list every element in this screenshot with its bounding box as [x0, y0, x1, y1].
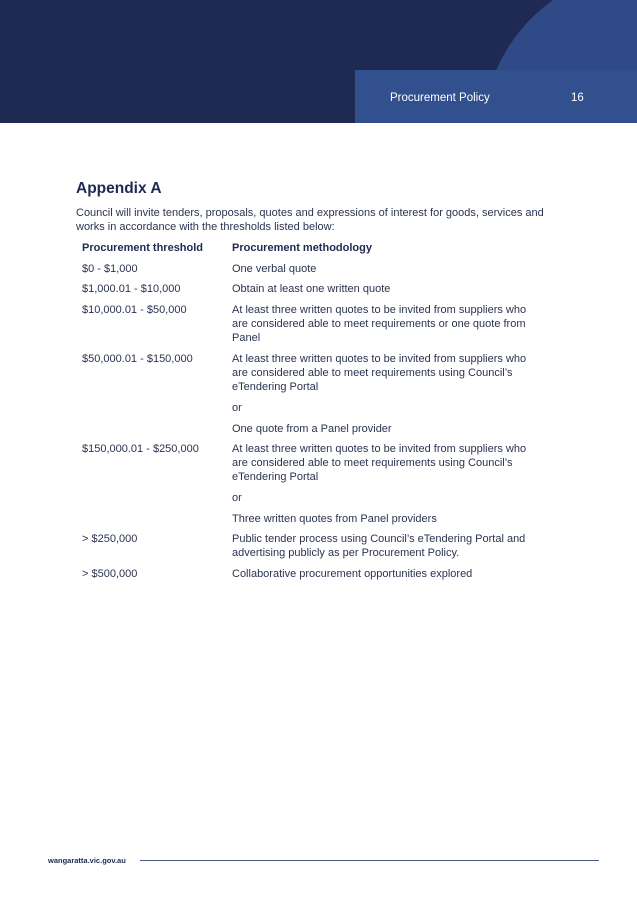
methodology-text: At least three written quotes to be invited from suppliers who are considered able to meet requirements using Council’s eTendering Portal: [232, 353, 527, 393]
threshold-cell: $0 - $1,000: [82, 263, 138, 275]
methodology-text: One verbal quote: [232, 263, 317, 275]
methodology-cell: [232, 262, 542, 283]
methodology-text: Three written quotes from Panel providers: [232, 513, 437, 525]
methodology-text: At least three written quotes to be invited from suppliers who are considered able to meet requirements or one quote from Panel: [232, 304, 527, 344]
methodology-text: At least three written quotes to be invited from suppliers who are considered able to meet requirements using Council’s eTendering Portal: [232, 443, 527, 483]
methodology-text: Public tender process using Council’s eTendering Portal and advertising publicly as per Procurement Policy.: [232, 533, 526, 559]
methodology-text: Collaborative procurement opportunities explored: [232, 568, 473, 580]
methodology-cell: [232, 303, 542, 352]
appendix-intro: Council will invite tenders, proposals, quotes and expressions of interest for goods, services and works in accordance with the thresholds listed below:: [76, 207, 544, 233]
footer-website-link[interactable]: wangaratta.vic.gov.au: [48, 856, 126, 865]
threshold-cell: $150,000.01 - $250,000: [82, 443, 199, 455]
methodology-cell: [232, 567, 542, 588]
methodology-cell: [232, 532, 542, 567]
page-number: 16: [571, 92, 584, 104]
threshold-cell: $50,000.01 - $150,000: [82, 353, 193, 365]
methodology-cell: [232, 442, 542, 533]
page-header: [0, 0, 637, 123]
methodology-text: One quote from a Panel provider: [232, 423, 392, 435]
methodology-text: Obtain at least one written quote: [232, 283, 391, 295]
methodology-cell: [232, 352, 542, 443]
threshold-cell: > $500,000: [82, 568, 138, 580]
methodology-cell: [232, 282, 542, 303]
document-title: Procurement Policy: [390, 92, 490, 104]
appendix-heading: Appendix A: [76, 180, 162, 197]
methodology-column-header: Procurement methodology: [232, 242, 372, 254]
threshold-cell: $10,000.01 - $50,000: [82, 304, 187, 316]
threshold-cell: > $250,000: [82, 533, 138, 545]
methodology-or: or: [232, 492, 242, 504]
threshold-column-header: Procurement threshold: [82, 242, 204, 254]
footer-divider: [140, 860, 599, 861]
methodology-or: or: [232, 402, 242, 414]
threshold-cell: $1,000.01 - $10,000: [82, 283, 181, 295]
